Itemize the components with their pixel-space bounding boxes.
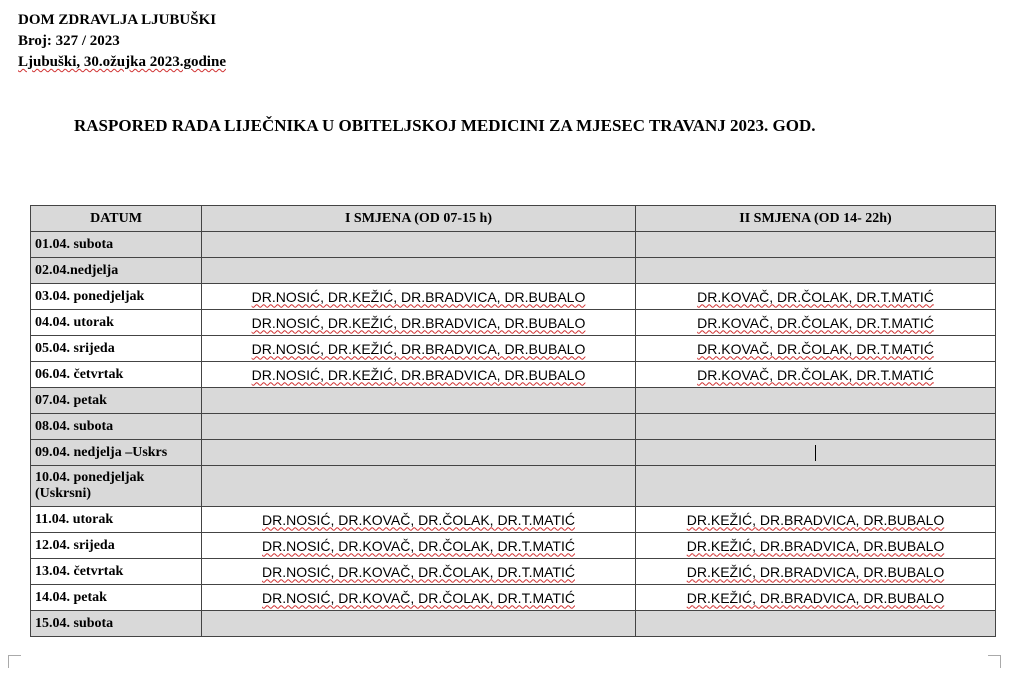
date-cell: 02.04.nedjelja	[31, 258, 202, 284]
table-row	[31, 559, 996, 585]
table-row	[31, 533, 996, 559]
shift2-cell	[636, 466, 996, 507]
shift1-cell: DR.NOSIĆ, DR.KEŽIĆ, DR.BRADVICA, DR.BUBALO	[202, 284, 636, 310]
table-row	[31, 585, 996, 611]
table-row	[31, 466, 996, 507]
table-row	[31, 440, 996, 466]
date-cell: 09.04. nedjelja –Uskrs	[31, 440, 202, 466]
shift2-cell	[636, 232, 996, 258]
shift2-cell	[636, 414, 996, 440]
shift1-cell: DR.NOSIĆ, DR.KOVAČ, DR.ČOLAK, DR.T.MATIĆ	[202, 507, 636, 533]
institution-name: DOM ZDRAVLJA LJUBUŠKI	[18, 12, 217, 28]
shift2-cell: DR.KOVAČ, DR.ČOLAK, DR.T.MATIĆ	[636, 362, 996, 388]
date-cell: 01.04. subota	[31, 232, 202, 258]
shift1-cell	[202, 232, 636, 258]
shift2-cell: DR.KOVAČ, DR.ČOLAK, DR.T.MATIĆ	[636, 284, 996, 310]
table-row	[31, 388, 996, 414]
page-corner-mark-right	[988, 655, 1001, 668]
shift1-cell	[202, 466, 636, 507]
column-header-shift2: II SMJENA (OD 14- 22h)	[636, 206, 996, 232]
shift1-cell: DR.NOSIĆ, DR.KOVAČ, DR.ČOLAK, DR.T.MATIĆ	[202, 533, 636, 559]
column-header-date: DATUM	[31, 206, 202, 232]
document-title: RASPORED RADA LIJEČNIKA U OBITELJSKOJ MEDICINI ZA MJESEC TRAVANJ 2023. GOD.	[74, 116, 816, 135]
shift1-cell	[202, 388, 636, 414]
table-row	[31, 414, 996, 440]
shift1-cell	[202, 611, 636, 637]
text-cursor	[815, 445, 816, 461]
shift2-cell: DR.KEŽIĆ, DR.BRADVICA, DR.BUBALO	[636, 585, 996, 611]
date-cell: 11.04. utorak	[31, 507, 202, 533]
shift2-cell: DR.KEŽIĆ, DR.BRADVICA, DR.BUBALO	[636, 559, 996, 585]
shift2-cell: DR.KEŽIĆ, DR.BRADVICA, DR.BUBALO	[636, 533, 996, 559]
shift1-cell	[202, 440, 636, 466]
date-cell: 05.04. srijeda	[31, 336, 202, 362]
shift1-cell: DR.NOSIĆ, DR.KEŽIĆ, DR.BRADVICA, DR.BUBALO	[202, 336, 636, 362]
table-row	[31, 232, 996, 258]
date-cell: 14.04. petak	[31, 585, 202, 611]
document-number: Broj: 327 / 2023	[18, 33, 120, 49]
date-cell: 07.04. petak	[31, 388, 202, 414]
shift2-cell	[636, 611, 996, 637]
shift1-cell: DR.NOSIĆ, DR.KOVAČ, DR.ČOLAK, DR.T.MATIĆ	[202, 585, 636, 611]
shift2-cell	[636, 388, 996, 414]
date-cell: 13.04. četvrtak	[31, 559, 202, 585]
shift2-cell	[636, 258, 996, 284]
date-cell: 12.04. srijeda	[31, 533, 202, 559]
shift1-cell: DR.NOSIĆ, DR.KOVAČ, DR.ČOLAK, DR.T.MATIĆ	[202, 559, 636, 585]
date-cell: 06.04. četvrtak	[31, 362, 202, 388]
document-header	[18, 10, 226, 73]
date-cell: 15.04. subota	[31, 611, 202, 637]
table-row	[31, 336, 996, 362]
place-date: Ljubuški, 30.ožujka 2023.godine	[18, 54, 226, 70]
schedule-table	[30, 205, 996, 637]
table-row	[31, 310, 996, 336]
shift1-cell: DR.NOSIĆ, DR.KEŽIĆ, DR.BRADVICA, DR.BUBALO	[202, 362, 636, 388]
table-row	[31, 362, 996, 388]
shift2-cell: DR.KOVAČ, DR.ČOLAK, DR.T.MATIĆ	[636, 336, 996, 362]
shift1-cell	[202, 414, 636, 440]
table-row	[31, 258, 996, 284]
date-cell: 08.04. subota	[31, 414, 202, 440]
table-row	[31, 284, 996, 310]
table-header-row	[31, 206, 996, 232]
date-cell: 04.04. utorak	[31, 310, 202, 336]
shift1-cell	[202, 258, 636, 284]
page-corner-mark-left	[8, 655, 21, 668]
shift2-cell[interactable]	[636, 440, 996, 466]
date-cell: 03.04. ponedjeljak	[31, 284, 202, 310]
shift1-cell: DR.NOSIĆ, DR.KEŽIĆ, DR.BRADVICA, DR.BUBALO	[202, 310, 636, 336]
date-cell: 10.04. ponedjeljak (Uskrsni)	[31, 466, 202, 507]
table-row	[31, 507, 996, 533]
shift2-cell: DR.KOVAČ, DR.ČOLAK, DR.T.MATIĆ	[636, 310, 996, 336]
shift2-cell: DR.KEŽIĆ, DR.BRADVICA, DR.BUBALO	[636, 507, 996, 533]
column-header-shift1: I SMJENA (OD 07-15 h)	[202, 206, 636, 232]
table-row	[31, 611, 996, 637]
